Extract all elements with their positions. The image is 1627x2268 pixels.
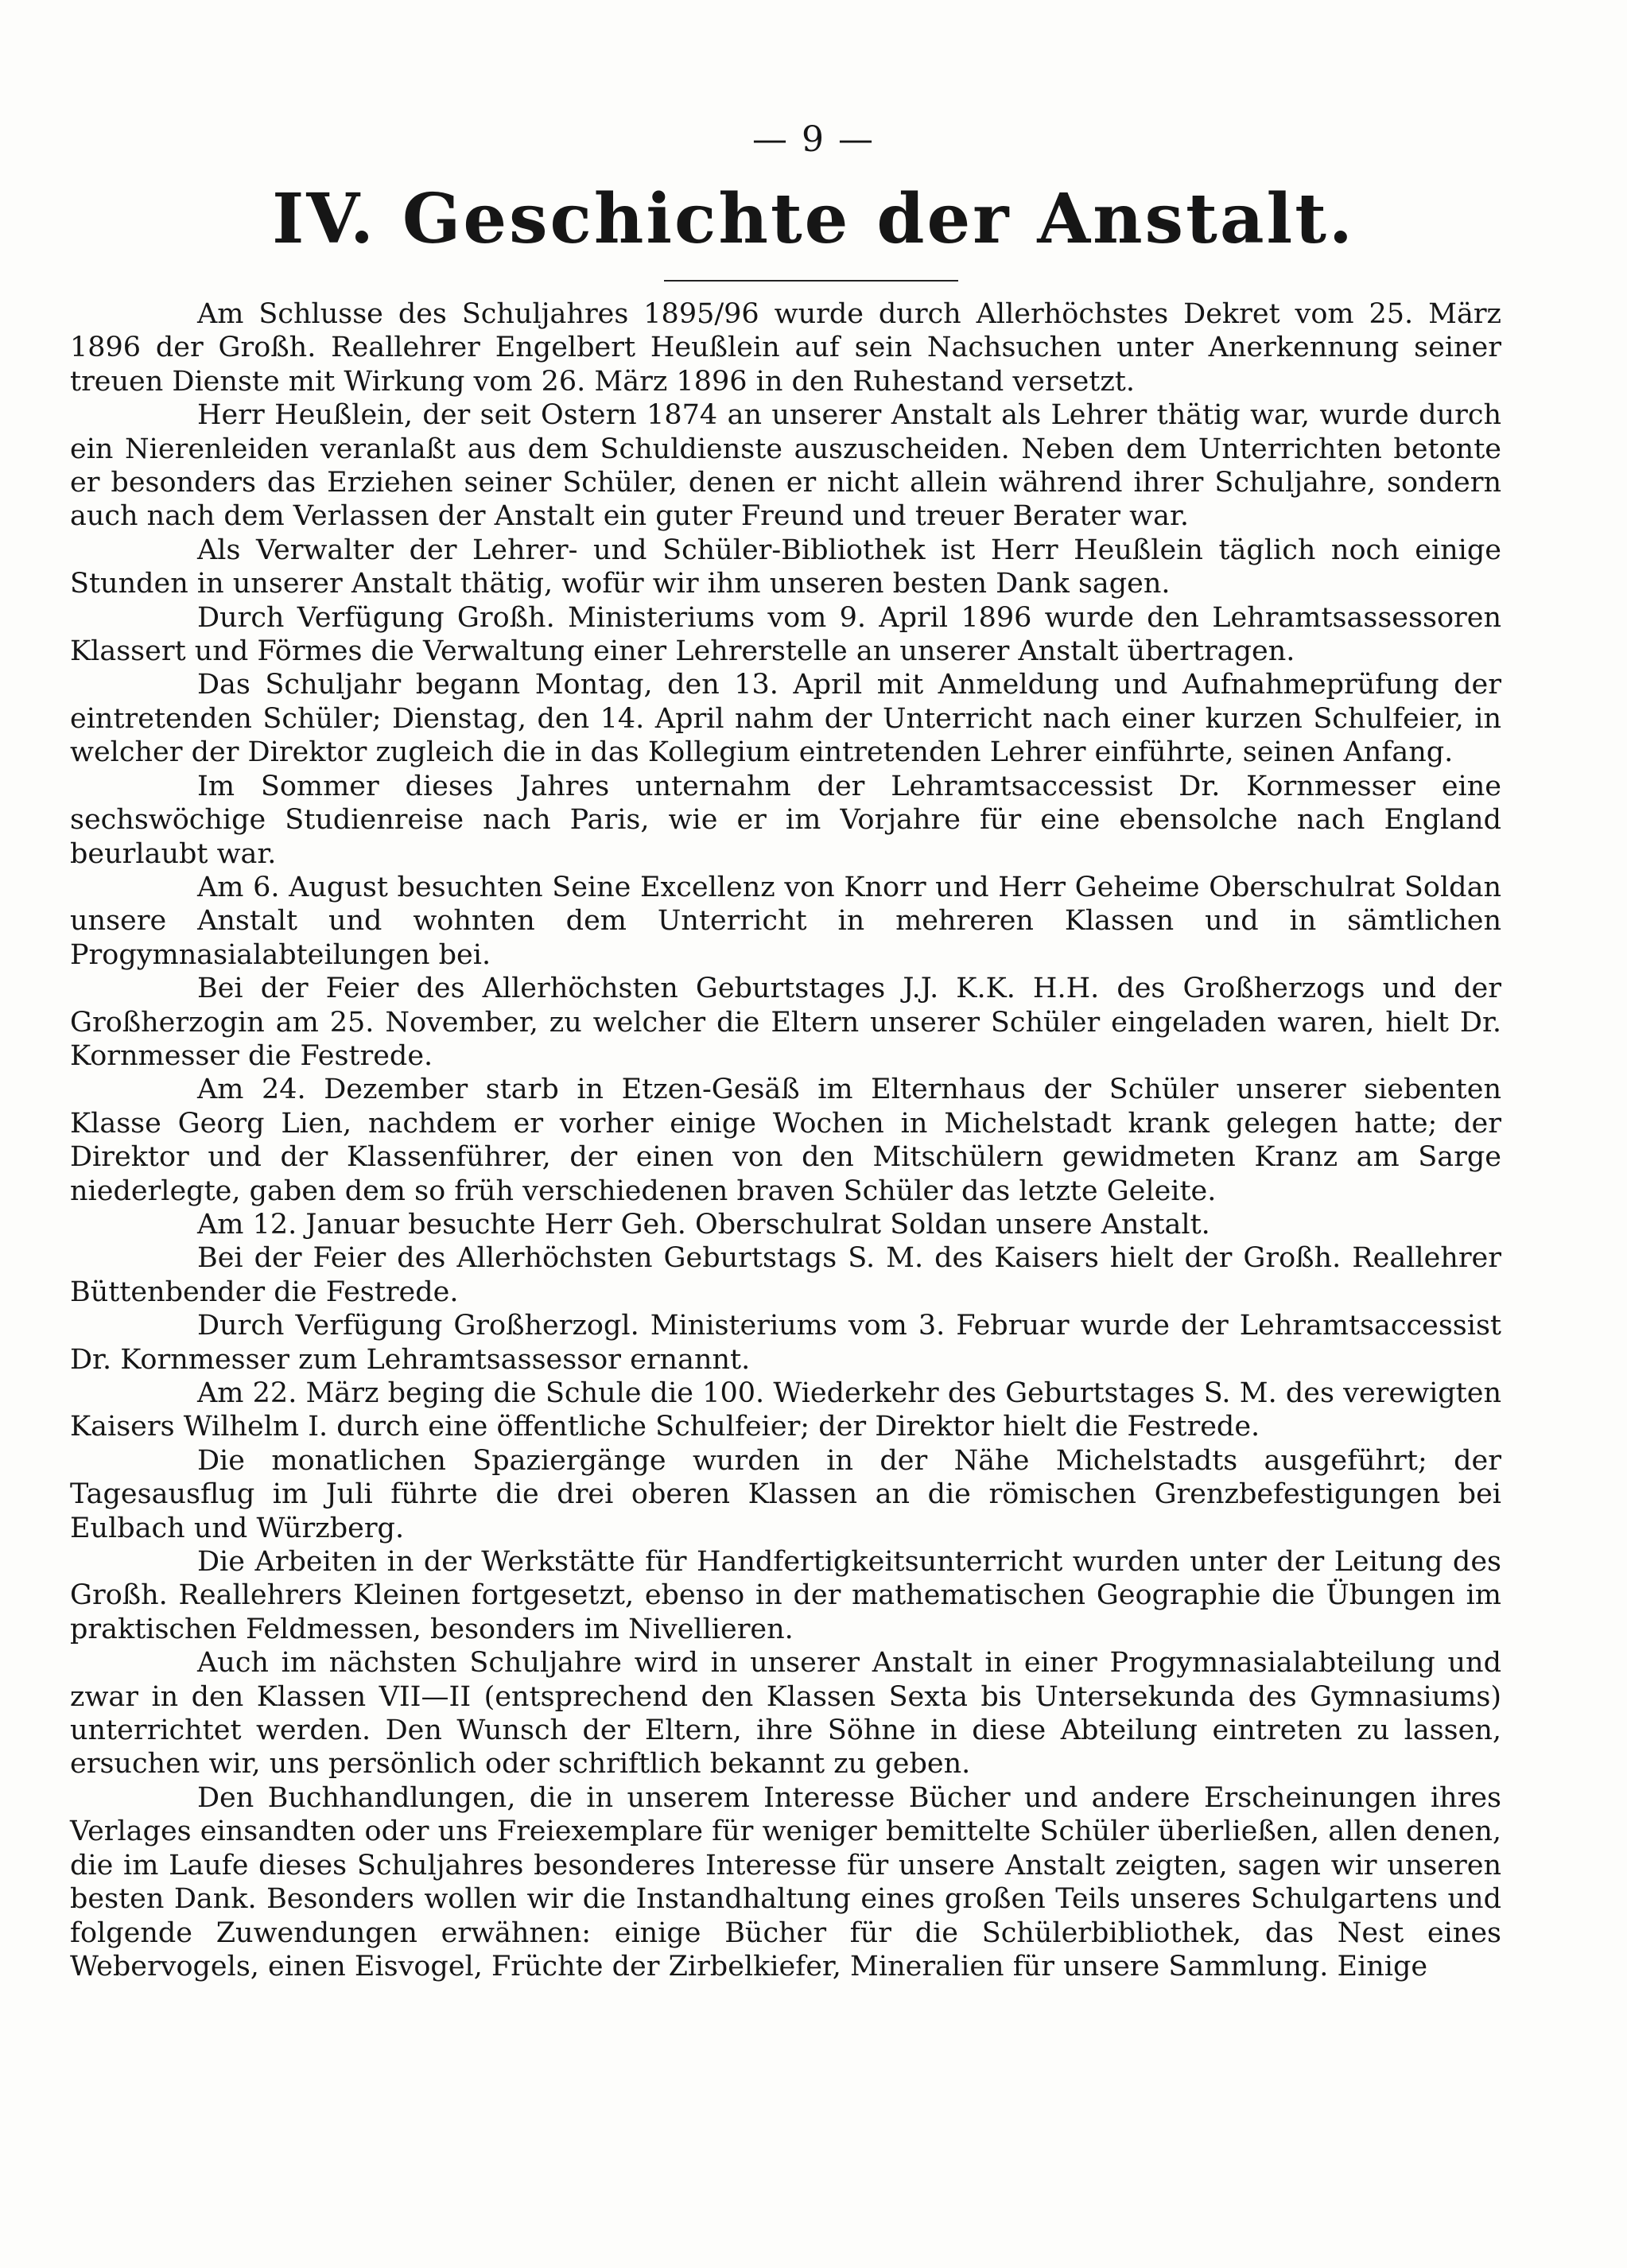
paragraph: Durch Verfügung Großh. Ministeriums vom 9. April 1896 wurde den Lehramtsassessoren Klassert und Förmes die Verwaltung einer Lehrerstelle an unserer Anstalt übertragen. [70,601,1501,668]
paragraph: Durch Verfügung Großherzogl. Ministeriums vom 3. Februar wurde der Lehramtsaccessist Dr. Kornmesser zum Lehramtsassessor ernannt. [70,1310,1501,1376]
paragraph: Als Verwalter der Lehrer- und Schüler-Bibliothek ist Herr Heußlein täglich noch einige Stunden in unserer Anstalt thätig, wofür wir ihm unseren besten Dank sagen. [70,534,1501,600]
paragraph: Am 24. Dezember starb in Etzen-Gesäß im Elternhaus der Schüler unserer siebenten Klasse Georg Lien, nachdem er vorher einige Wochen in Michelstadt krank gelegen hatte; der Direktor und der Klassenführer, der einen von den Mitschülern gewidmeten Kranz am Sarge niederlegte, gaben dem so früh verschiedenen braven Schüler das letzte Geleite. [70,1074,1501,1207]
body-text [70,297,1501,1983]
page-number: — 9 — [752,119,875,160]
paragraph: Am Schlusse des Schuljahres 1895/96 wurde durch Allerhöchstes Dekret vom 25. März 1896 der Großh. Reallehrer Engelbert Heußlein auf sein Nachsuchen unter Anerkennung seiner treuen Dienste mit Wirkung vom 26. März 1896 in den Ruhestand versetzt. [70,298,1501,398]
paragraph: Bei der Feier des Allerhöchsten Geburtstages J.J. K.K. H.H. des Großherzogs und der Großherzogin am 25. November, zu welcher die Eltern unserer Schüler eingeladen waren, hielt Dr. Kornmesser die Festrede. [70,973,1501,1072]
paragraph: Das Schuljahr begann Montag, den 13. April mit Anmeldung und Aufnahmeprüfung der eintretenden Schüler; Dienstag, den 14. April nahm der Unterricht nach einer kurzen Schulfeier, in welcher der Direktor zugleich die in das Kollegium eintretenden Lehrer einführte, seinen Anfang. [70,669,1501,769]
heading-rule [664,280,958,282]
paragraph: Am 12. Januar besuchte Herr Geh. Oberschulrat Soldan unsere Anstalt. [197,1208,1210,1241]
paragraph: Die Arbeiten in der Werkstätte für Handfertigkeitsunterricht wurden unter der Leitung des Großh. Reallehrers Kleinen fortgesetzt, ebenso in der mathematischen Geographie die Übungen im praktischen Feldmessen, besonders im Nivellieren. [70,1546,1501,1645]
paragraph: Auch im nächsten Schuljahre wird in unserer Anstalt in einer Progymnasialabteilung und zwar in den Klassen VII—II (entsprechend den Klassen Sexta bis Untersekunda des Gymnasiums) unterrichtet werden. Den Wunsch der Eltern, ihre Söhne in diese Abteilung eintreten zu lassen, ersuchen wir, uns persönlich oder schriftlich bekannt zu geben. [70,1647,1501,1781]
paragraph: Am 22. März beging die Schule die 100. Wiederkehr des Geburtstages S. M. des verewigten Kaisers Wilhelm I. durch eine öffentliche Schulfeier; der Direktor hielt die Festrede. [70,1377,1501,1443]
section-heading: IV. Geschichte der Anstalt. [272,179,1355,259]
paragraph: Herr Heußlein, der seit Ostern 1874 an unserer Anstalt als Lehrer thätig war, wurde durch ein Nierenleiden veranlaßt aus dem Schuldienste auszuscheiden. Neben dem Unterrichten betonte er besonders das Erziehen seiner Schüler, denen er nicht allein während ihrer Schuljahre, sondern auch nach dem Verlassen der Anstalt ein guter Freund und treuer Berater war. [70,399,1501,533]
paragraph: Die monatlichen Spaziergänge wurden in der Nähe Michelstadts ausgeführt; der Tagesausflug im Juli führte die drei oberen Klassen an die römischen Grenzbefestigungen bei Eulbach und Würzberg. [70,1444,1501,1544]
paragraph: Bei der Feier des Allerhöchsten Geburtstags S. M. des Kaisers hielt der Großh. Reallehrer Büttenbender die Festrede. [70,1242,1501,1308]
paragraph: Am 6. August besuchten Seine Excellenz von Knorr und Herr Geheime Oberschulrat Soldan unsere Anstalt und wohnten dem Unterricht in mehreren Klassen und in sämtlichen Progymnasialabteilungen bei. [70,871,1501,971]
paragraph: Im Sommer dieses Jahres unternahm der Lehramtsaccessist Dr. Kornmesser eine sechswöchige Studienreise nach Paris, wie er im Vorjahre für eine ebensolche nach England beurlaubt war. [70,770,1501,870]
paragraph: Den Buchhandlungen, die in unserem Interesse Bücher und andere Erscheinungen ihres Verlages einsandten oder uns Freiexemplare für weniger bemittelte Schüler überließen, allen denen, die im Laufe dieses Schuljahres besonderes Interesse für unsere Anstalt zeigten, sagen wir unseren besten Dank. Besonders wollen wir die Instandhaltung eines großen Teils unseres Schulgartens und folgende Zuwendungen erwähnen: einige Bücher für die Schülerbibliothek, das Nest eines Webervogels, einen Eisvogel, Früchte der Zirbelkiefer, Mineralien für unsere Sammlung. Einige [70,1781,1501,1983]
